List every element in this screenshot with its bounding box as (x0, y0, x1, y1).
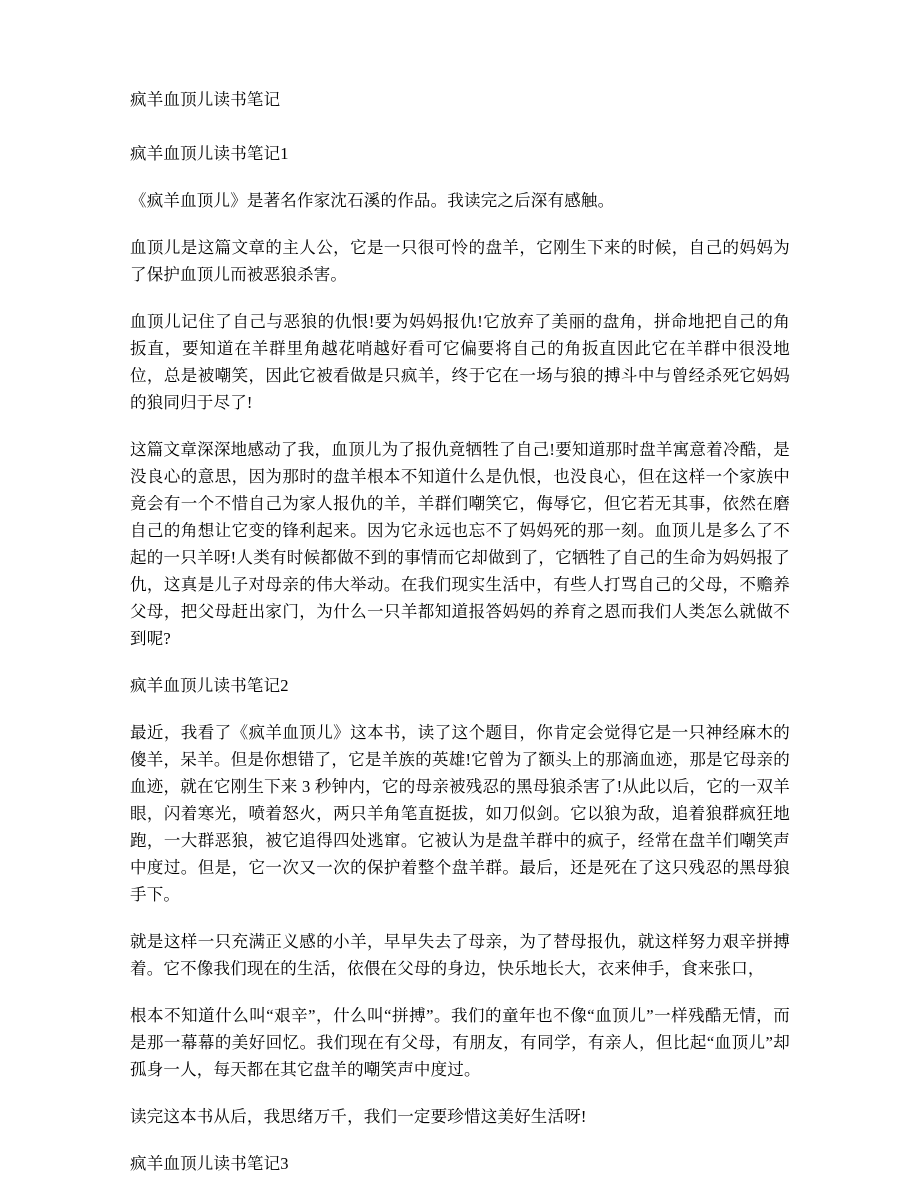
section1-paragraph-1: 《疯羊血顶儿》是著名作家沈石溪的作品。我读完之后深有感触。 (130, 191, 615, 210)
section-heading-3: 疯羊血顶儿读书笔记3 (130, 1154, 289, 1173)
section2-paragraph-1: 最近，我看了《疯羊血顶儿》这本书，读了这个题目，你肯定会觉得它是一只神经麻木的傻羊，呆羊。但是你想错了，它是羊族的英雄!它曾为了额头上的那滴血迹，那是它母亲的血迹，就在它刚生下来 3 秒钟内，它的母亲被残忍的黑母狼杀害了!从此以后，它的一双羊眼，闪着寒光，喷着怒火，两只羊角笔直挺拔，如刀似剑。它以狼为敌，追着狼群疯狂地跑，一大群恶狼，被它追得四处逃窜。它被认为是盘羊群中的疯子，经常在盘羊们嘲笑声中度过。但是，它一次又一次的保护着整个盘羊群。最后，还是死在了这只残忍的黑母狼手下。 (130, 723, 790, 904)
section2-paragraph-3: 根本不知道什么叫“艰辛”，什么叫“拼搏”。我们的童年也不像“血顶儿”一样残酷无情，而是那一幕幕的美好回忆。我们现在有父母，有朋友，有同学，有亲人，但比起“血顶儿”却孤身一人，每天都在其它盘羊的嘲笑声中度过。 (130, 1006, 790, 1079)
section-heading-2: 疯羊血顶儿读书笔记2 (130, 676, 289, 695)
document-title: 疯羊血顶儿读书笔记 (130, 90, 281, 109)
section2-paragraph-4: 读完这本书从后，我思绪万千，我们一定要珍惜这美好生活呀! (130, 1107, 587, 1126)
section-heading-1: 疯羊血顶儿读书笔记1 (130, 144, 289, 163)
section1-paragraph-4: 这篇文章深深地感动了我，血顶儿为了报仇竟牺牲了自己!要知道那时盘羊寓意着冷酷，是没良心的意思，因为那时的盘羊根本不知道什么是仇恨，也没良心，但在这样一个家族中竟会有一个不惜自己为家人报仇的羊，羊群们嘲笑它，侮辱它，但它若无其事，依然在磨自己的角想让它变的锋利起来。因为它永远也忘不了妈妈死的那一刻。血顶儿是多么了不起的一只羊呀!人类有时候都做不到的事情而它却做到了，它牺牲了自己的生命为妈妈报了仇，这真是儿子对母亲的伟大举动。在我们现实生活中，有些人打骂自己的父母，不赡养父母，把父母赶出家门，为什么一只羊都知道报答妈妈的养育之恩而我们人类怎么就做不到呢? (130, 440, 790, 648)
section2-paragraph-2: 就是这样一只充满正义感的小羊，早早失去了母亲，为了替母报仇，就这样努力艰辛拼搏着。它不像我们现在的生活，依偎在父母的身边，快乐地长大，衣来伸手，食来张口， (130, 932, 790, 978)
section1-paragraph-2: 血顶儿是这篇文章的主人公，它是一只很可怜的盘羊，它刚生下来的时候，自己的妈妈为了保护血顶儿而被恶狼杀害。 (130, 238, 790, 284)
section1-paragraph-3: 血顶儿记住了自己与恶狼的仇恨!要为妈妈报仇!它放弃了美丽的盘角，拼命地把自己的角扳直，要知道在羊群里角越花哨越好看可它偏要将自己的角扳直因此它在羊群中很没地位，总是被嘲笑，因此它被看做是只疯羊，终于它在一场与狼的搏斗中与曾经杀死它妈妈的狼同归于尽了! (130, 312, 790, 412)
